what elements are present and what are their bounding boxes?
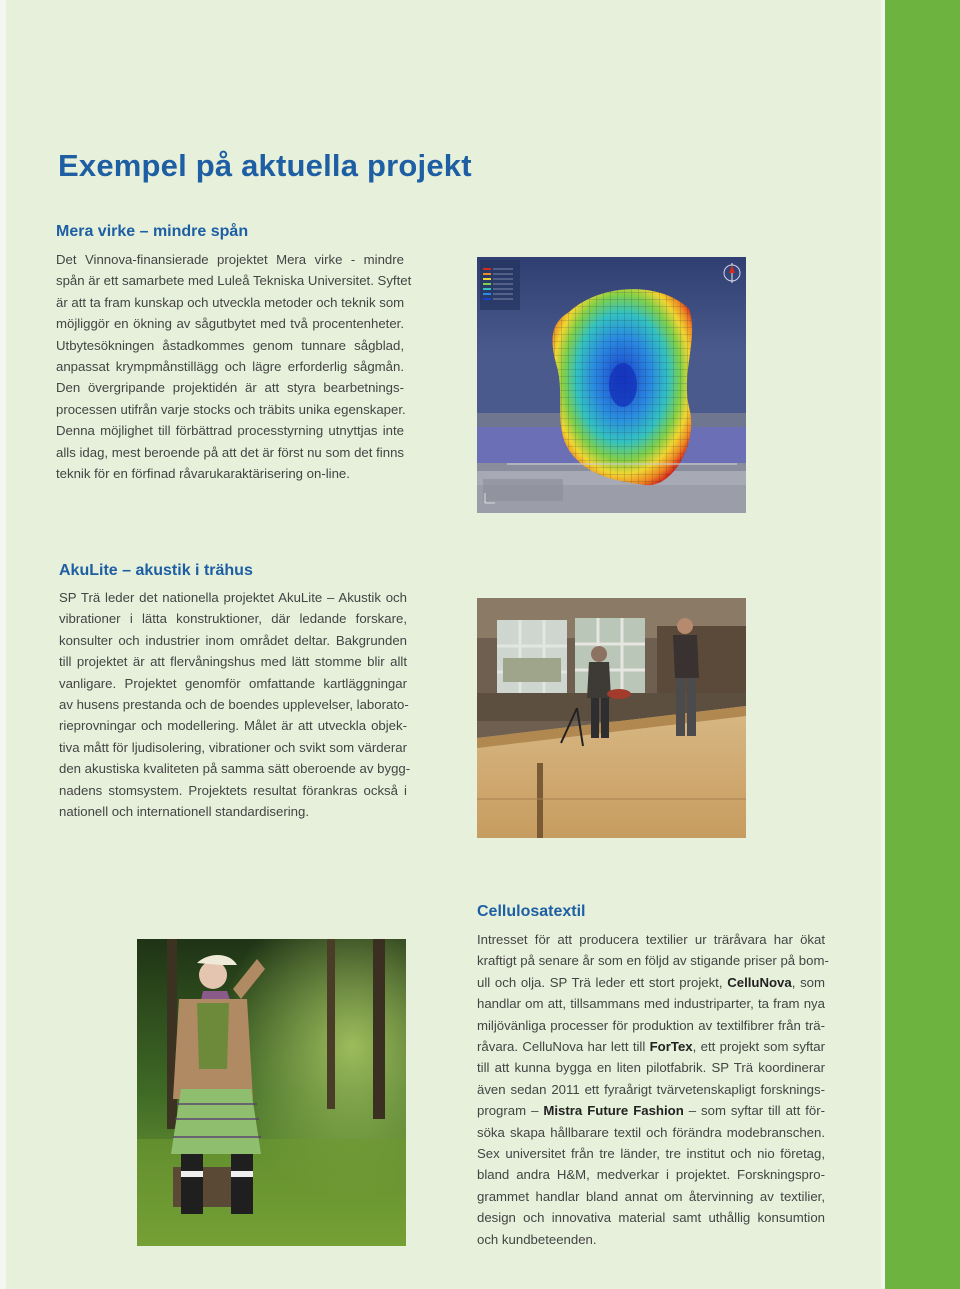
- lab-photo-image: [477, 598, 746, 838]
- text-fragment: råvara. CelluNova har lett till: [477, 1039, 650, 1055]
- text-fragment: design och innovativa material samt uthållig konsumtion: [477, 1210, 825, 1226]
- section-text-cellulosatextil: [477, 929, 829, 1250]
- fashion-photo-image: [137, 939, 406, 1246]
- page-title: Exempel på aktuella projekt: [58, 148, 472, 183]
- text-line: konsulter och industrier inom området deltar. Bakgrunden: [59, 632, 407, 648]
- text-line: är att ta fram kunskap och utveckla metoder och teknik som: [56, 294, 405, 310]
- bold-project-name: Mistra Future Fashion: [543, 1103, 684, 1119]
- section-text-akulite: [59, 587, 411, 822]
- text-line: nationell och internationell standardisering.: [59, 804, 309, 820]
- text-fragment: , som: [791, 974, 825, 990]
- text-line: spån är ett samarbete med Luleå Tekniska Universitet. Syftet: [56, 273, 412, 289]
- text-line: [477, 1164, 825, 1185]
- text-line: processen utifrån varje stocks och träbits unika egenskaper.: [56, 401, 406, 417]
- section-text-mera-virke: [56, 249, 412, 484]
- bold-project-name: CelluNova: [727, 974, 792, 990]
- text-fragment: även sedan 2011 ett fyraårigt tvärvetenskapligt forsknings-: [477, 1081, 825, 1097]
- text-line: teknik för en förfinad råvarukaraktärisering on-line.: [56, 466, 350, 482]
- text-line: [477, 929, 825, 950]
- green-side-stripe: [885, 0, 960, 1289]
- text-fragment: söka skapa hållbarare textil och förändra modebranschen.: [477, 1124, 825, 1140]
- text-fragment: Sex universitet från tre länder, tre institut och nio företag,: [477, 1146, 825, 1162]
- text-line: [477, 1229, 825, 1250]
- section-heading-akulite: AkuLite – akustik i trähus: [59, 562, 253, 579]
- text-line: möjliggör en ökning av sågutbytet med två procentenheter.: [56, 316, 404, 332]
- text-line: av husens prestanda och de boendes upplevelser, laborato-: [59, 697, 409, 713]
- section-heading-mera-virke: Mera virke – mindre spån: [56, 223, 249, 240]
- text-line: [477, 1057, 825, 1078]
- text-line: [477, 1207, 825, 1228]
- text-fragment: , ett projekt som syftar: [692, 1039, 825, 1055]
- bold-project-name: ForTex: [649, 1039, 693, 1055]
- text-line: [477, 1015, 825, 1036]
- text-line: Utbytesökningen åstadkommes genom tunnare sågblad,: [56, 337, 404, 353]
- text-fragment: och kundbeteenden.: [477, 1231, 597, 1247]
- text-line: [477, 993, 825, 1014]
- text-line: den akustiska kvaliteten på samma sätt oberoende av bygg-: [59, 761, 411, 777]
- text-line: [477, 1143, 825, 1164]
- text-fragment: till att kunna bygga en liten pilotfabrik. SP Trä koordinerar: [477, 1060, 825, 1076]
- text-line: anpassat krympmånstillägg och lägre erforderlig sågmån.: [56, 359, 404, 375]
- text-line: [477, 950, 829, 971]
- text-line: vanligare. Projektet genomför omfattande kartläggningar: [59, 675, 407, 691]
- text-fragment: – som syftar till att för-: [683, 1103, 825, 1119]
- fem-simulation-image: [477, 257, 746, 513]
- section-heading-cellulosatextil: Cellulosatextil: [477, 903, 586, 920]
- text-line: [477, 1079, 825, 1100]
- text-line: [477, 1100, 825, 1121]
- text-line: [477, 1122, 825, 1143]
- text-line: tiva mått för ljudisolering, vibrationer och svikt som värderar: [59, 739, 407, 755]
- text-line: [477, 1186, 825, 1207]
- text-fragment: program –: [477, 1103, 544, 1119]
- text-fragment: miljövänliga processer för produktion av textilfibrer från trä-: [477, 1017, 825, 1033]
- text-line: alls idag, mest beroende på att det är först nu som det finns: [56, 444, 404, 460]
- text-line: vibrationer i lätta konstruktioner, där ledande forskare,: [59, 611, 407, 627]
- text-line: till projektet är att flervåningshus med lätt stomme blir allt: [59, 654, 407, 670]
- text-fragment: ull och olja. SP Trä leder ett stort projekt,: [477, 974, 728, 990]
- text-line: Den övergripande projektidén är att styra bearbetnings-: [56, 380, 404, 396]
- text-fragment: bland andra H&M, medverkar i projektet. Forskningspro-: [477, 1167, 825, 1183]
- text-line: SP Trä leder det nationella projektet AkuLite – Akustik och: [59, 590, 407, 605]
- text-line: rieprovningar och modellering. Målet är att utveckla objek-: [59, 718, 407, 734]
- page-left-edge: [0, 0, 6, 1289]
- text-line: nadens stomsystem. Projektets resultat förankras också i: [59, 782, 407, 798]
- text-fragment: grammet handlar bland annat om återvinning av textilier,: [477, 1188, 825, 1204]
- text-line: Denna möjlighet till förbättrad processtyrning utnyttjas inte: [56, 423, 404, 439]
- text-line: [477, 972, 825, 993]
- text-fragment: handlar om att, tillsammans med industriparter, ta fram nya: [477, 996, 825, 1012]
- text-fragment: kraftigt på senare år som en följd av stigande priser på bom-: [477, 953, 829, 969]
- text-line: [477, 1036, 825, 1057]
- text-fragment: Intresset för att producera textilier ur träråvara har ökat: [477, 932, 825, 947]
- text-line: Det Vinnova-finansierade projektet Mera virke - mindre: [56, 252, 404, 267]
